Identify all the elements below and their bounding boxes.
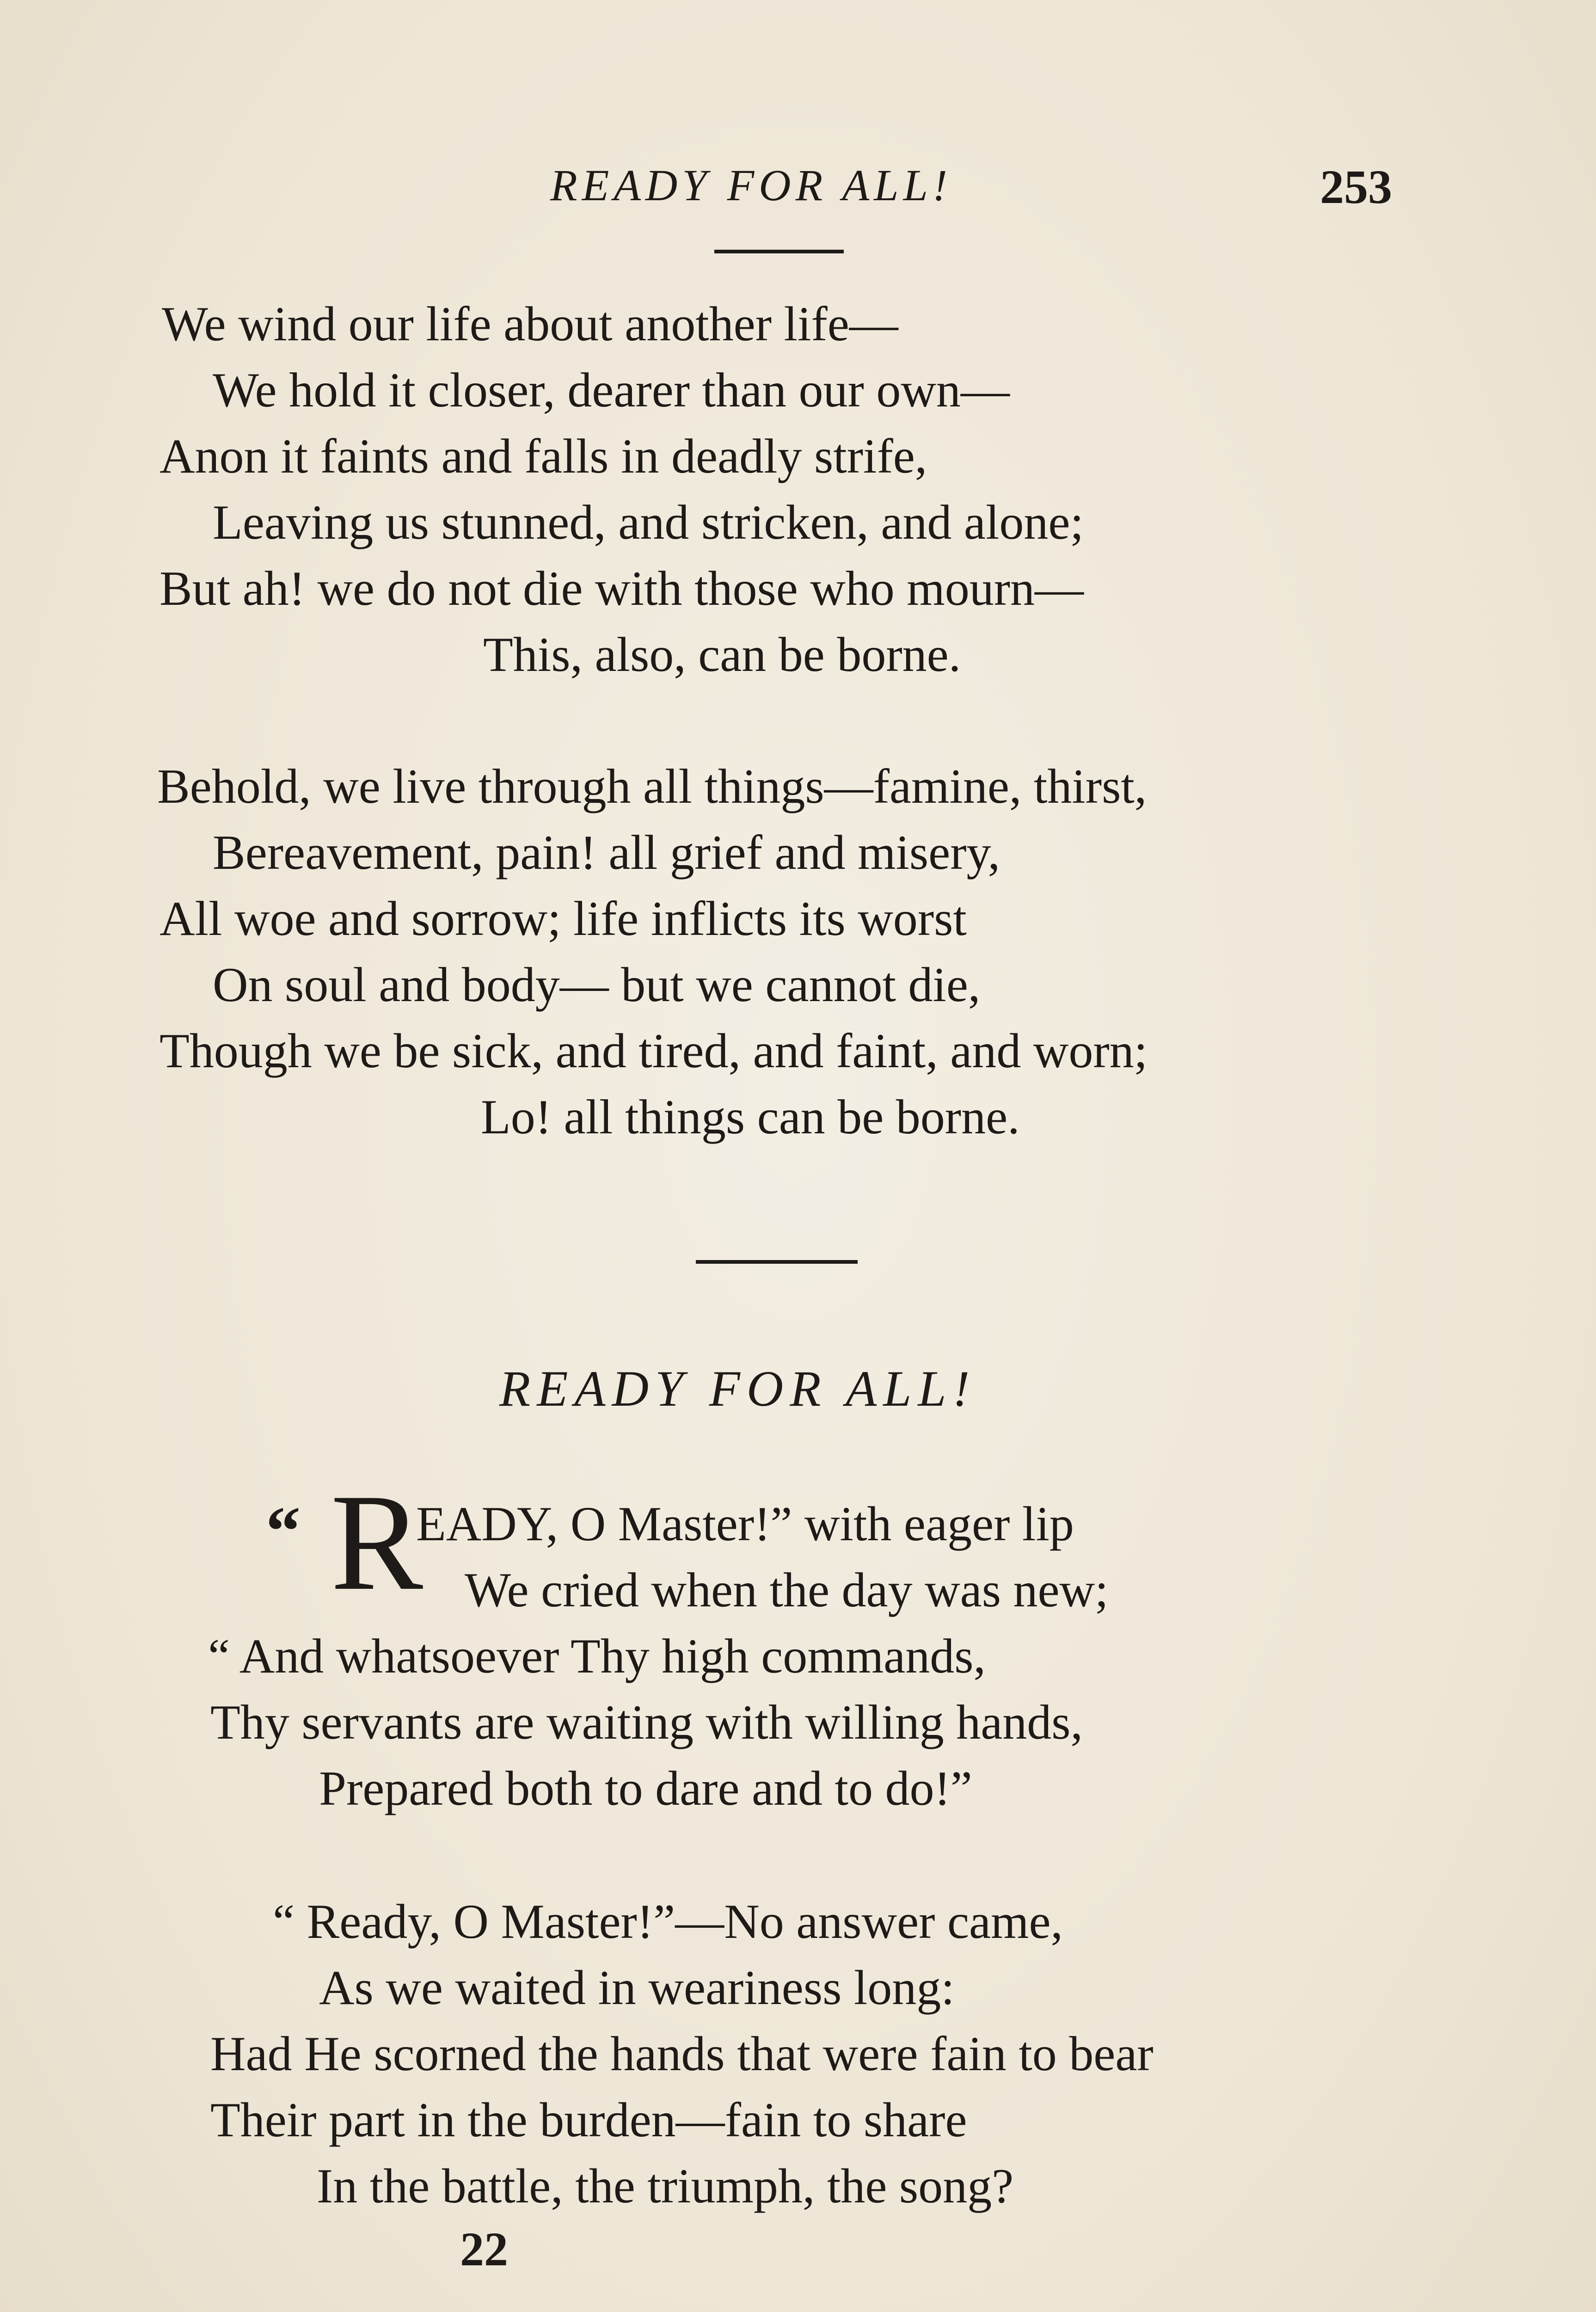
poem-line: Prepared both to dare and to do!” xyxy=(319,1761,972,1815)
poem-line: Lo! all things can be borne. xyxy=(481,1090,1020,1144)
poem-line: On soul and body— but we cannot die, xyxy=(213,958,981,1012)
poem-line: Their part in the burden—fain to share xyxy=(210,2093,967,2147)
poem-line: We cried when the day was new; xyxy=(465,1563,1109,1617)
poem-line: Though we be sick, and tired, and faint, and worn; xyxy=(160,1024,1148,1078)
header-rule xyxy=(714,250,844,253)
poem-line: Behold, we live through all things—famine, thirst, xyxy=(157,759,1147,813)
poem-line: “ And whatsoever Thy high commands, xyxy=(208,1629,986,1683)
poem-line: All woe and sorrow; life inflicts its worst xyxy=(160,892,967,946)
poem-line: Had He scorned the hands that were fain to bear xyxy=(210,2027,1154,2081)
poem-line: EADY, O Master!” with eager lip xyxy=(416,1497,1074,1551)
poem-line: We hold it closer, dearer than our own— xyxy=(213,363,1010,417)
poem-line: “ Ready, O Master!”—No answer came, xyxy=(273,1894,1063,1949)
poem-line: This, also, can be borne. xyxy=(483,627,961,682)
section-divider xyxy=(696,1260,858,1264)
poem-title: READY FOR ALL! xyxy=(499,1360,976,1417)
signature-mark: 22 xyxy=(460,2223,508,2276)
poem-line: In the battle, the triumph, the song? xyxy=(317,2159,1014,2213)
poem-line: We wind our life about another life— xyxy=(162,297,898,351)
poem-line: But ah! we do not die with those who mourn— xyxy=(160,561,1084,615)
poem-line: Bereavement, pain! all grief and misery, xyxy=(213,825,1001,879)
poem-line: Leaving us stunned, and stricken, and alone; xyxy=(213,495,1084,549)
poem-line: Thy servants are waiting with willing hands, xyxy=(210,1695,1083,1749)
poem-line: As we waited in weariness long: xyxy=(319,1961,955,2015)
drop-cap-initial: R xyxy=(331,1465,424,1619)
poem-line: Anon it faints and falls in deadly strife, xyxy=(160,429,927,483)
page-number: 253 xyxy=(1320,160,1392,214)
opening-quote-mark: “ xyxy=(266,1493,301,1569)
running-title: READY FOR ALL! xyxy=(550,160,952,210)
